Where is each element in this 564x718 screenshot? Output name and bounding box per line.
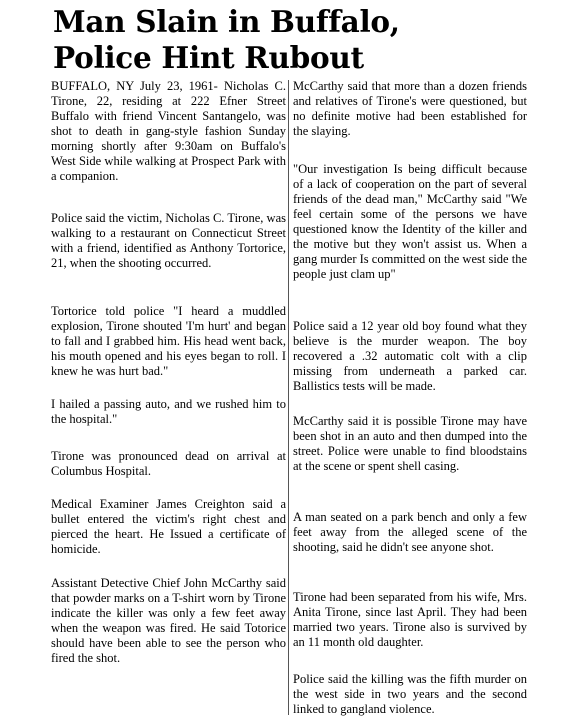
article-paragraph: Assistant Detective Chief John McCarthy said that powder marks on a T-shirt worn by Tirone indicate the killer was only a few feet away when the weapon was fired. He said Totorice should have been able to see the person who fired the shot. xyxy=(51,576,286,665)
headline xyxy=(53,4,553,76)
headline-line-1: Man Slain in Buffalo, xyxy=(53,4,400,39)
headline-line-2: Police Hint Rubout xyxy=(53,40,364,75)
article-paragraph: Police said the victim, Nicholas C. Tirone, was walking to a restaurant on Connecticut Street with a friend, identified as Anthony Tortorice, 21, when the shooting occurred. xyxy=(51,211,286,270)
article-paragraph: Police said the killing was the fifth murder on the west side in two years and the second linked to gangland violence. xyxy=(293,672,527,716)
article-paragraph: McCarthy said that more than a dozen friends and relatives of Tirone's were questioned, but no definite motive had been established for the slaying. xyxy=(293,79,527,138)
article-paragraph: BUFFALO, NY July 23, 1961- Nicholas C. Tirone, 22, residing at 222 Efner Street Buffalo with friend Vincent Santangelo, was shot to death in gang-style fashion Sunday morning shortly after 9:30am on Buffalo's West Side while walking at Prospect Park with a companion. xyxy=(51,79,286,183)
article-paragraph: Medical Examiner James Creighton said a bullet entered the victim's right chest and pierced the heart. He Issued a certificate of homicide. xyxy=(51,497,286,556)
article-paragraph: Tirone was pronounced dead on arrival at Columbus Hospital. xyxy=(51,449,286,478)
article-paragraph: McCarthy said it is possible Tirone may have been shot in an auto and then dumped into the street. Police were unable to find bloodstains at the scene or spent shell casing. xyxy=(293,414,527,473)
column-divider xyxy=(288,80,289,715)
article-paragraph: I hailed a passing auto, and we rushed him to the hospital." xyxy=(51,397,286,426)
article-paragraph: Tirone had been separated from his wife, Mrs. Anita Tirone, since last April. They had been married two years. Tirone also is survived by an 11 month old daughter. xyxy=(293,590,527,649)
article-paragraph: Tortorice told police "I heard a muddled explosion, Tirone shouted 'I'm hurt' and began to fall and I grabbed him. His head went back, his mouth opened and his eyes began to roll. I knew he was hurt bad." xyxy=(51,304,286,378)
article-paragraph: Police said a 12 year old boy found what they believe is the murder weapon. The boy recovered a .32 automatic colt with a clip missing from underneath a parked car. Ballistics tests will be made. xyxy=(293,319,527,393)
article-paragraph: A man seated on a park bench and only a few feet away from the alleged scene of the shooting, said he didn't see anyone shot. xyxy=(293,510,527,554)
article-paragraph: "Our investigation Is being difficult because of a lack of cooperation on the part of several friends of the dead man," McCarthy said "We feel certain some of the persons we have questioned know the Identity of the killer and the motive but they won't assist us. When a gang murder Is committed on the west side the people just clam up" xyxy=(293,162,527,281)
